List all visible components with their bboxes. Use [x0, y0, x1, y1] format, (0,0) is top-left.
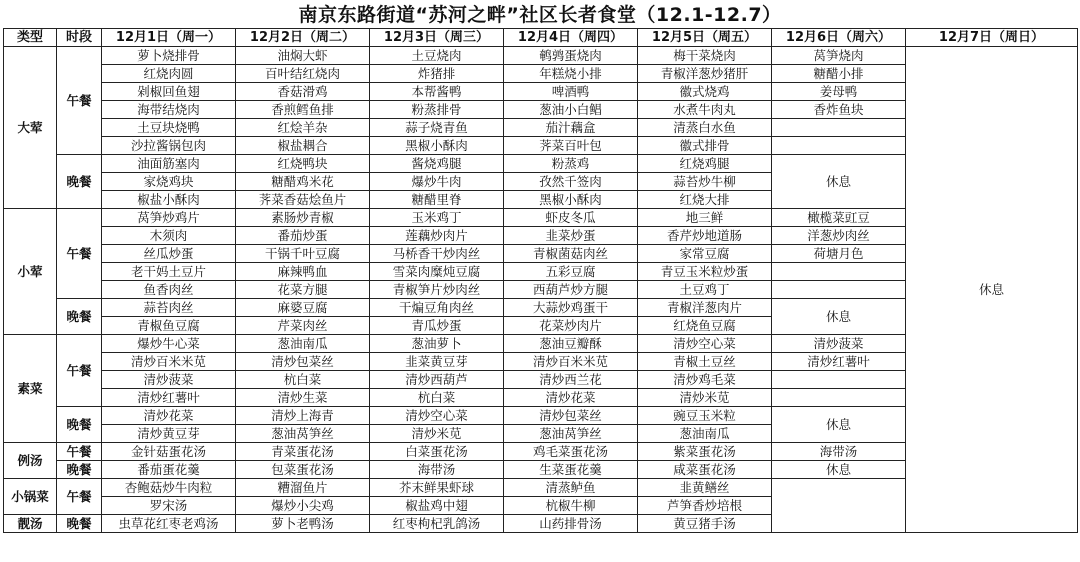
dish-cell: 黄豆猪手汤 — [638, 515, 772, 533]
dish-cell: 红烧鸭块 — [236, 155, 370, 173]
dish-cell: 干煸豆角肉丝 — [370, 299, 504, 317]
dish-cell: 炸猪排 — [370, 65, 504, 83]
dish-cell: 黑椒小酥肉 — [370, 137, 504, 155]
dish-cell: 糟溜鱼片 — [236, 479, 370, 497]
dish-cell: 糖醋小排 — [772, 65, 906, 83]
dish-cell: 韭菜黄豆芽 — [370, 353, 504, 371]
dish-cell: 清蒸白水鱼 — [638, 119, 772, 137]
dish-cell: 芥末鲜果虾球 — [370, 479, 504, 497]
dish-cell: 素肠炒青椒 — [236, 209, 370, 227]
dish-cell: 清炒黄豆芽 — [102, 425, 236, 443]
dish-cell: 清炒花菜 — [504, 389, 638, 407]
dish-cell: 清炒包菜丝 — [504, 407, 638, 425]
dish-cell: 青椒菌菇肉丝 — [504, 245, 638, 263]
dish-cell: 芹菜肉丝 — [236, 317, 370, 335]
dish-cell: 青豆玉米粒炒蛋 — [638, 263, 772, 281]
dish-cell: 麻辣鸭血 — [236, 263, 370, 281]
dish-cell: 青瓜炒蛋 — [370, 317, 504, 335]
dish-cell: 糖醋里脊 — [370, 191, 504, 209]
dish-cell: 葱油小白鲳 — [504, 101, 638, 119]
dish-cell: 椒盐小酥肉 — [102, 191, 236, 209]
dish-cell: 海带结烧肉 — [102, 101, 236, 119]
dish-cell: 干锅千叶豆腐 — [236, 245, 370, 263]
dish-cell: 麻婆豆腐 — [236, 299, 370, 317]
dish-cell: 清炒红薯叶 — [772, 353, 906, 371]
dish-cell: 清炒包菜丝 — [236, 353, 370, 371]
dish-cell: 清炒百米米苋 — [102, 353, 236, 371]
dish-cell: 清炒上海青 — [236, 407, 370, 425]
dish-cell: 香菇滑鸡 — [236, 83, 370, 101]
dish-cell: 清蒸鲈鱼 — [504, 479, 638, 497]
header-row — [4, 29, 1078, 47]
dish-cell: 土豆烧肉 — [370, 47, 504, 65]
meal-label: 晚餐 — [57, 299, 102, 335]
dish-cell: 本帮酱鸭 — [370, 83, 504, 101]
dish-cell — [772, 371, 906, 389]
dish-cell: 剁椒回鱼翅 — [102, 83, 236, 101]
dish-cell: 海带汤 — [772, 443, 906, 461]
dish-cell: 红烩羊杂 — [236, 119, 370, 137]
dish-cell: 清炒菠菜 — [772, 335, 906, 353]
dish-cell: 丝瓜炒蛋 — [102, 245, 236, 263]
dish-cell: 杭白菜 — [236, 371, 370, 389]
dish-cell: 清炒空心菜 — [638, 335, 772, 353]
dish-cell: 萝卜老鸭汤 — [236, 515, 370, 533]
dish-cell: 豌豆玉米粒 — [638, 407, 772, 425]
dish-cell: 徽式排骨 — [638, 137, 772, 155]
dish-cell: 韭菜炒蛋 — [504, 227, 638, 245]
dish-cell: 黑椒小酥肉 — [504, 191, 638, 209]
dish-cell: 芦笋香炒培根 — [638, 497, 772, 515]
dish-cell: 杭白菜 — [370, 389, 504, 407]
dish-cell: 青椒鱼豆腐 — [102, 317, 236, 335]
rest-cell: 休息 — [772, 407, 906, 443]
dish-cell: 金针菇蛋花汤 — [102, 443, 236, 461]
dish-cell: 清炒花菜 — [102, 407, 236, 425]
dish-cell: 莴笋烧肉 — [772, 47, 906, 65]
dish-cell: 大蒜炒鸡蛋干 — [504, 299, 638, 317]
dish-cell: 徽式烧鸡 — [638, 83, 772, 101]
dish-cell — [772, 137, 906, 155]
dish-cell: 包菜蛋花汤 — [236, 461, 370, 479]
dish-cell: 清炒米苋 — [638, 389, 772, 407]
category-label: 靓汤 — [4, 515, 57, 533]
dish-cell: 荷塘月色 — [772, 245, 906, 263]
dish-cell: 土豆块烧鸭 — [102, 119, 236, 137]
dish-cell: 孜然千签肉 — [504, 173, 638, 191]
dish-cell: 红烧鱼豆腐 — [638, 317, 772, 335]
dish-cell: 青菜蛋花汤 — [236, 443, 370, 461]
meal-label: 午餐 — [57, 335, 102, 407]
dish-cell: 鱼香肉丝 — [102, 281, 236, 299]
rest-cell-sunday: 休息 — [906, 47, 1078, 533]
meal-label: 午餐 — [57, 479, 102, 515]
dish-cell: 啤酒鸭 — [504, 83, 638, 101]
dish-cell: 爆炒牛心菜 — [102, 335, 236, 353]
dish-cell: 海带汤 — [370, 461, 504, 479]
menu-table — [3, 28, 1078, 533]
column-header: 12月3日（周三） — [370, 29, 504, 47]
column-header: 类型 — [4, 29, 57, 47]
dish-cell: 虾皮冬瓜 — [504, 209, 638, 227]
meal-label: 晚餐 — [57, 155, 102, 209]
dish-cell: 荠菜香菇烩鱼片 — [236, 191, 370, 209]
dish-cell: 爆炒牛肉 — [370, 173, 504, 191]
category-label: 例汤 — [4, 443, 57, 479]
category-label: 素菜 — [4, 335, 57, 443]
dish-cell — [772, 389, 906, 407]
table-row — [4, 47, 1078, 65]
dish-cell: 油焖大虾 — [236, 47, 370, 65]
dish-cell: 梅干菜烧肉 — [638, 47, 772, 65]
dish-cell: 红烧肉圆 — [102, 65, 236, 83]
dish-cell: 香煎鳕鱼排 — [236, 101, 370, 119]
dish-cell: 清炒菠菜 — [102, 371, 236, 389]
dish-cell: 百叶结红烧肉 — [236, 65, 370, 83]
dish-cell: 葱油南瓜 — [638, 425, 772, 443]
dish-cell: 五彩豆腐 — [504, 263, 638, 281]
dish-cell: 蒜子烧青鱼 — [370, 119, 504, 137]
dish-cell: 咸菜蛋花汤 — [638, 461, 772, 479]
dish-cell: 韭黄鳝丝 — [638, 479, 772, 497]
meal-label: 午餐 — [57, 443, 102, 461]
meal-label: 午餐 — [57, 47, 102, 155]
dish-cell: 青椒洋葱炒猪肝 — [638, 65, 772, 83]
rest-cell: 休息 — [772, 461, 906, 479]
dish-cell: 红枣枸杞乳鸽汤 — [370, 515, 504, 533]
dish-cell: 家常豆腐 — [638, 245, 772, 263]
empty-cell — [772, 479, 906, 533]
dish-cell: 葱油豆瓣酥 — [504, 335, 638, 353]
dish-cell: 葱油萝卜 — [370, 335, 504, 353]
column-header: 时段 — [57, 29, 102, 47]
dish-cell: 杭椒牛柳 — [504, 497, 638, 515]
dish-cell: 清炒米苋 — [370, 425, 504, 443]
dish-cell: 虫草花红枣老鸡汤 — [102, 515, 236, 533]
dish-cell: 酱烧鸡腿 — [370, 155, 504, 173]
dish-cell: 玉米鸡丁 — [370, 209, 504, 227]
dish-cell: 爆炒小尖鸡 — [236, 497, 370, 515]
category-label: 小荤 — [4, 209, 57, 335]
dish-cell: 鹌鹑蛋烧肉 — [504, 47, 638, 65]
column-header: 12月4日（周四） — [504, 29, 638, 47]
dish-cell: 马桥香干炒肉丝 — [370, 245, 504, 263]
dish-cell: 葱油莴笋丝 — [236, 425, 370, 443]
column-header: 12月2日（周二） — [236, 29, 370, 47]
dish-cell: 莲藕炒肉片 — [370, 227, 504, 245]
dish-cell — [772, 263, 906, 281]
meal-label: 午餐 — [57, 209, 102, 299]
meal-label: 晚餐 — [57, 461, 102, 479]
dish-cell: 橄榄菜豇豆 — [772, 209, 906, 227]
dish-cell: 番茄炒蛋 — [236, 227, 370, 245]
dish-cell — [772, 281, 906, 299]
dish-cell: 莴笋炒鸡片 — [102, 209, 236, 227]
dish-cell: 粉蒸鸡 — [504, 155, 638, 173]
dish-cell: 青椒笋片炒肉丝 — [370, 281, 504, 299]
dish-cell: 紫菜蛋花汤 — [638, 443, 772, 461]
dish-cell: 土豆鸡丁 — [638, 281, 772, 299]
rest-cell: 休息 — [772, 299, 906, 335]
dish-cell: 萝卜烧排骨 — [102, 47, 236, 65]
dish-cell: 花菜方腿 — [236, 281, 370, 299]
dish-cell: 清炒百米米苋 — [504, 353, 638, 371]
dish-cell: 杏鲍菇炒牛肉粒 — [102, 479, 236, 497]
dish-cell: 清炒鸡毛菜 — [638, 371, 772, 389]
dish-cell: 水煮牛肉丸 — [638, 101, 772, 119]
meal-label: 晚餐 — [57, 515, 102, 533]
dish-cell: 葱油莴笋丝 — [504, 425, 638, 443]
dish-cell: 罗宋汤 — [102, 497, 236, 515]
dish-cell: 年糕烧小排 — [504, 65, 638, 83]
dish-cell: 鸡毛菜蛋花汤 — [504, 443, 638, 461]
category-label: 大荤 — [4, 47, 57, 209]
dish-cell: 西葫芦炒方腿 — [504, 281, 638, 299]
dish-cell: 清炒空心菜 — [370, 407, 504, 425]
dish-cell: 糖醋鸡米花 — [236, 173, 370, 191]
dish-cell: 家烧鸡块 — [102, 173, 236, 191]
dish-cell: 清炒西兰花 — [504, 371, 638, 389]
dish-cell: 老干妈土豆片 — [102, 263, 236, 281]
dish-cell: 红烧大排 — [638, 191, 772, 209]
column-header: 12月7日（周日） — [906, 29, 1078, 47]
dish-cell: 椒盐鸡中翅 — [370, 497, 504, 515]
category-label: 小锅菜 — [4, 479, 57, 515]
dish-cell: 粉蒸排骨 — [370, 101, 504, 119]
dish-cell: 沙拉酱锅包肉 — [102, 137, 236, 155]
dish-cell: 雪菜肉糜炖豆腐 — [370, 263, 504, 281]
dish-cell: 香炸鱼块 — [772, 101, 906, 119]
dish-cell — [772, 119, 906, 137]
dish-cell: 葱油南瓜 — [236, 335, 370, 353]
dish-cell: 地三鲜 — [638, 209, 772, 227]
dish-cell: 蒜苔炒牛柳 — [638, 173, 772, 191]
dish-cell: 茄汁藕盒 — [504, 119, 638, 137]
dish-cell: 洋葱炒肉丝 — [772, 227, 906, 245]
dish-cell: 姜母鸭 — [772, 83, 906, 101]
dish-cell: 花菜炒肉片 — [504, 317, 638, 335]
dish-cell: 油面筋塞肉 — [102, 155, 236, 173]
dish-cell: 木须肉 — [102, 227, 236, 245]
column-header: 12月5日（周五） — [638, 29, 772, 47]
dish-cell: 荠菜百叶包 — [504, 137, 638, 155]
dish-cell: 青椒洋葱肉片 — [638, 299, 772, 317]
dish-cell: 清炒红薯叶 — [102, 389, 236, 407]
dish-cell: 青椒土豆丝 — [638, 353, 772, 371]
meal-label: 晚餐 — [57, 407, 102, 443]
column-header: 12月6日（周六） — [772, 29, 906, 47]
dish-cell: 蒜苔肉丝 — [102, 299, 236, 317]
dish-cell: 香芹炒地道肠 — [638, 227, 772, 245]
dish-cell: 番茄蛋花羹 — [102, 461, 236, 479]
dish-cell: 白菜蛋花汤 — [370, 443, 504, 461]
dish-cell: 清炒生菜 — [236, 389, 370, 407]
dish-cell: 红烧鸡腿 — [638, 155, 772, 173]
dish-cell: 山药排骨汤 — [504, 515, 638, 533]
dish-cell: 椒盐耦合 — [236, 137, 370, 155]
column-header: 12月1日（周一） — [102, 29, 236, 47]
page-title: 南京东路街道“苏河之畔”社区长者食堂（12.1-12.7） — [298, 4, 782, 26]
dish-cell: 生菜蛋花羹 — [504, 461, 638, 479]
dish-cell: 清炒西葫芦 — [370, 371, 504, 389]
rest-cell: 休息 — [772, 155, 906, 209]
